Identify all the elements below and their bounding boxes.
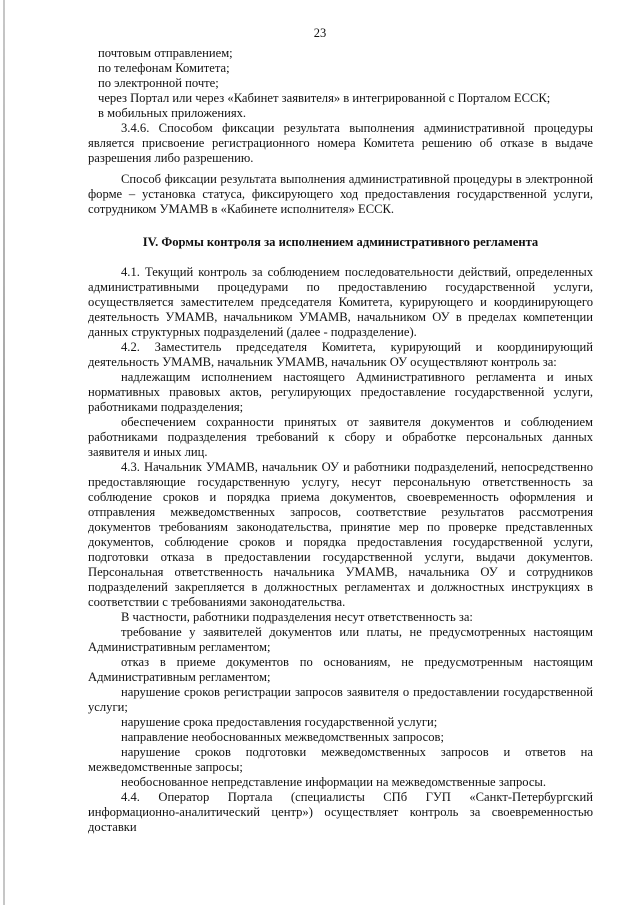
paragraph-4-1: 4.1. Текущий контроль за соблюдением последовательности действий, определенных административными процедурами по предоставлению государственной услуги, осуществляется заместителем председателя Комитета, курирующего и координирующего деятельность УМАМВ, начальником УМАМВ, начальником ОУ в пределах компетенции данных структурных подразделений (далее - подразделение). <box>88 265 593 339</box>
responsibility-item: нарушение сроков подготовки межведомственных запросов и ответов на межведомственные запросы; <box>88 745 593 774</box>
paragraph-4-2: 4.2. Заместитель председателя Комитета, курирующий и координирующий деятельность УМАМВ, начальник УМАМВ, начальник ОУ осуществляют контроль за: <box>88 340 593 369</box>
responsibility-item: требование у заявителей документов или платы, не предусмотренных настоящим Административным регламентом; <box>88 625 593 654</box>
paragraph-electronic-fixation: Способ фиксации результата выполнения административной процедуры в электронной форме – установка статуса, фиксирующего ход предоставления государственной услуги, сотрудником УМАМВ в «Кабинете исполнителя» ЕССК. <box>88 172 593 216</box>
paragraph-responsibility-intro: В частности, работники подразделения несут ответственность за: <box>121 610 473 624</box>
intro-item: по электронной почте; <box>98 76 219 90</box>
intro-item: по телефонам Комитета; <box>98 61 230 75</box>
page-number: 23 <box>313 26 327 40</box>
responsibility-item: направление необоснованных межведомственных запросов; <box>121 730 444 744</box>
responsibility-item: нарушение сроков регистрации запросов заявителя о предоставлении государственной услуги; <box>88 685 593 714</box>
intro-item: через Портал или через «Кабинет заявителя» в интегрированной с Порталом ЕССК; <box>98 91 551 105</box>
paragraph-4-3: 4.3. Начальник УМАМВ, начальник ОУ и работники подразделений, непосредственно предоставляющие государственную услугу, несут персональную ответственность за соблюдение сроков и порядка приема документов, своевременность оформления и отправления межведомственных запросов, соответствие результатов рассмотрения документов требованиям законодательства, принятие мер по проверке представленных документов, соблюдение сроков и порядка предоставления государственной услуги, подготовки отказа в предоставлении государственной услуги, выдачи документов. Персональная ответственность начальника УМАМВ, начальника ОУ и сотрудников подразделений закрепляется в должностных регламентах и должностных инструкциях в соответствии с требованиями законодательства. <box>88 460 593 609</box>
paragraph-4-4: 4.4. Оператор Портала (специалисты СПб ГУП «Санкт-Петербургский информационно-аналитический центр») осуществляет контроль за своевременностью доставки <box>88 790 593 834</box>
section-heading: IV. Формы контроля за исполнением административного регламента <box>142 235 539 249</box>
responsibility-item: отказ в приеме документов по основаниям, не предусмотренным настоящим Административным регламентом; <box>88 655 593 684</box>
intro-item: почтовым отправлением; <box>98 46 233 60</box>
responsibility-item: необоснованное непредставление информации на межведомственные запросы. <box>121 775 547 789</box>
intro-item: в мобильных приложениях. <box>98 106 247 120</box>
page-content <box>88 46 593 835</box>
paragraph-3-4-6: 3.4.6. Способом фиксации результата выполнения административной процедуры является присвоение регистрационного номера Комитета решению об отказе в выдаче разрешения либо разрешению. <box>88 121 593 165</box>
scan-edge <box>3 0 5 905</box>
responsibility-item: нарушение срока предоставления государственной услуги; <box>121 715 438 729</box>
paragraph-4-2-item: обеспечением сохранности принятых от заявителя документов и соблюдением работниками подразделения требований к сбору и обработке персональных данных заявителя и иных лиц. <box>88 415 593 459</box>
paragraph-4-2-item: надлежащим исполнением настоящего Административного регламента и иных нормативных правовых актов, регулирующих предоставление государственной услуги, работниками подразделения; <box>88 370 593 414</box>
